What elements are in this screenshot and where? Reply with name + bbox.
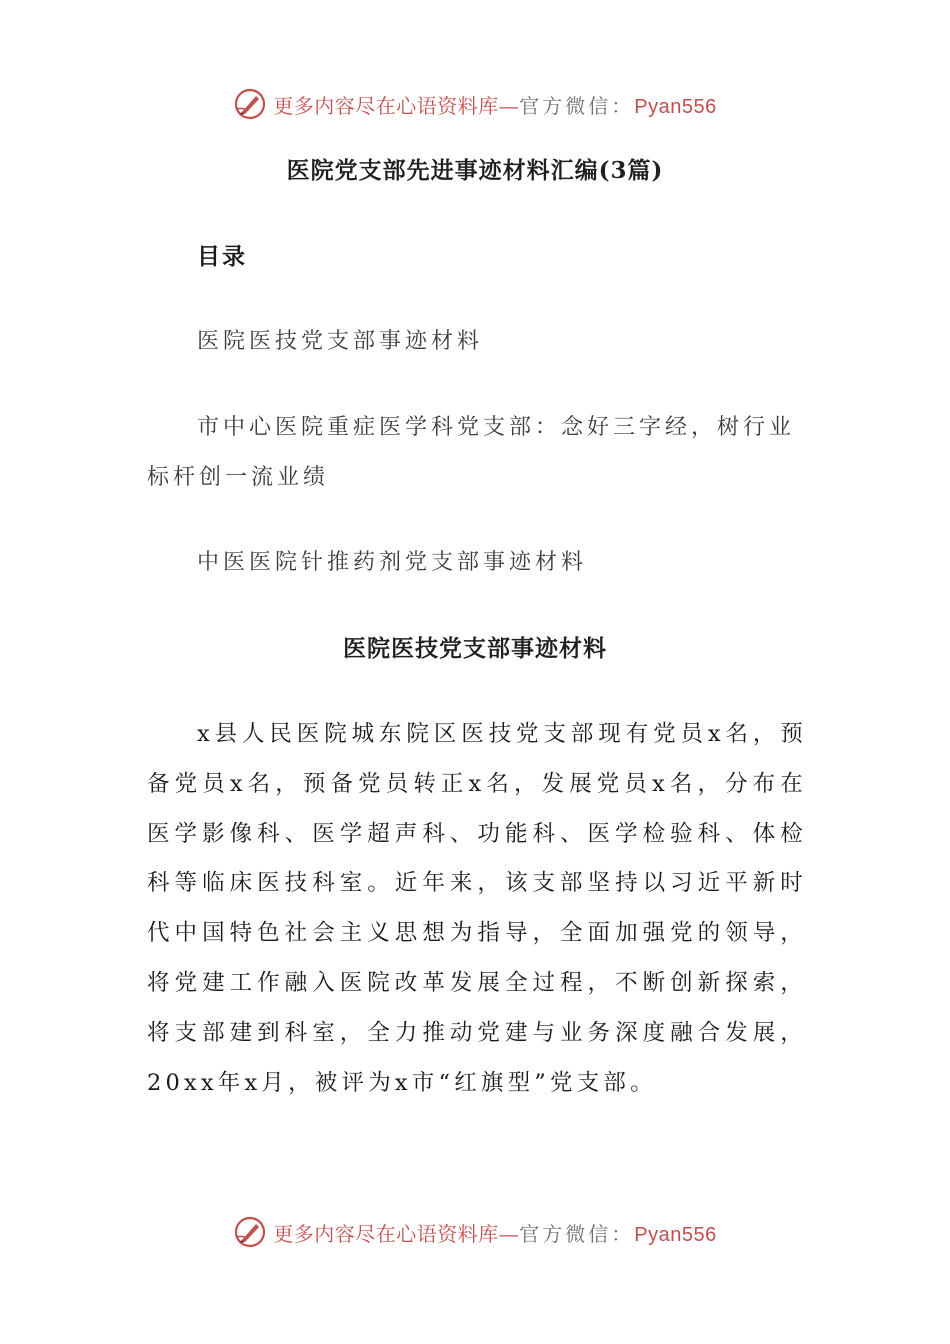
pen-logo-icon [233, 1215, 267, 1249]
body-paragraph: x县人民医院城东院区医技党支部现有党员x名，预备党员x名，预备党员转正x名，发展党员x名，分布在医学影像科、医学超声科、功能科、医学检验科、体检科等临床医技科室。近年来，该支部坚持以习近平新时代中国特色社会主义思想为指导，全面加强党的领导，将党建工作融入医院改革发展全过程，不断创新探索，将支部建到科室，全力推动党建与业务深度融合发展，20xx年x月，被评为x市“红旗型”党支部。 [147, 721, 807, 1096]
banner-wechat-id: Pyan556 [634, 1223, 717, 1246]
toc-item: 中医医院针推药剂党支部事迹材料 [197, 550, 588, 575]
banner-wechat-label: 官方微信： [519, 1221, 635, 1246]
header-banner [0, 84, 950, 124]
banner-wechat-label: 官方微信： [519, 93, 635, 118]
banner-text [273, 1218, 716, 1247]
banner-main-text: 更多内容尽在心语资料库 [273, 1221, 499, 1246]
toc-heading: 目录 [197, 243, 247, 270]
pen-logo-icon [233, 87, 267, 121]
toc-item: 医院医技党支部事迹材料 [197, 329, 484, 354]
banner-dash: — [498, 93, 520, 118]
banner-content [233, 1215, 716, 1249]
banner-content [233, 87, 716, 121]
banner-main-text: 更多内容尽在心语资料库 [273, 93, 499, 118]
footer-banner [0, 1212, 950, 1252]
toc-item: 市中心医院重症医学科党支部：念好三字经，树行业标杆创一流业绩 [147, 415, 796, 490]
banner-dash: — [498, 1221, 520, 1246]
banner-wechat-id: Pyan556 [634, 95, 717, 118]
section-title: 医院医技党支部事迹材料 [343, 635, 607, 662]
banner-text [273, 90, 716, 119]
document-title: 医院党支部先进事迹材料汇编(3篇) [286, 157, 664, 184]
